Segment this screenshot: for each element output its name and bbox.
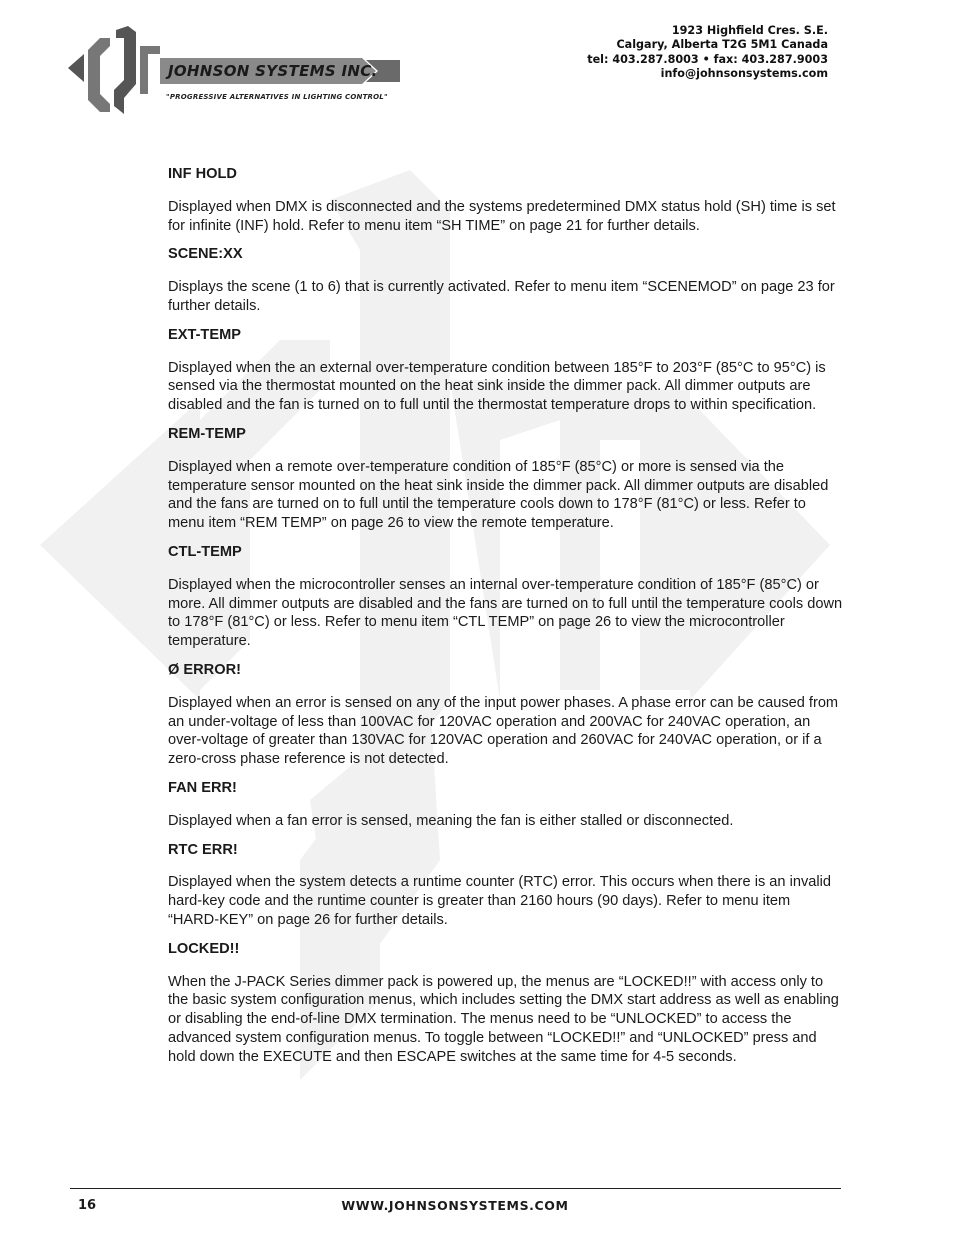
address-email: info@johnsonsystems.com — [660, 66, 828, 80]
page-header — [0, 0, 954, 140]
section-scene — [168, 245, 844, 315]
section-heading: LOCKED!! — [168, 940, 240, 957]
section-heading: Ø ERROR! — [168, 661, 241, 678]
section-rem-temp — [168, 425, 844, 533]
section-phase-error — [168, 661, 844, 769]
section-ext-temp — [168, 326, 844, 415]
section-heading: RTC ERR! — [168, 841, 238, 858]
page-number: 16 — [78, 1198, 97, 1213]
section-body: Displayed when the microcontroller senses an internal over-temperature condition of 185°F (85°C) or more. All dimmer outputs are disabled and the fans are turned on to full until the temperature cools down to 178°F (81°C) or less. Refer to menu item “CTL TEMP” on page 26 to view the microcontroller temperature. — [168, 576, 843, 650]
section-rtc-err — [168, 841, 844, 930]
section-heading: CTL-TEMP — [168, 543, 242, 560]
section-body: When the J-PACK Series dimmer pack is powered up, the menus are “LOCKED!!” with access only to the basic system configuration menus, which includes setting the DMX start address as well as enabling or disabling the end-of-line DMX termination. The menus need to be “UNLOCKED” to access the advanced system configuration menus. To toggle between “LOCKED!!” and “UNLOCKED” press and hold down the EXECUTE and then ESCAPE switches at the same time for 4-5 seconds. — [168, 973, 839, 1065]
section-body: Displayed when DMX is disconnected and the systems predetermined DMX status hold (SH) time is set for infinite (INF) hold. Refer to menu item “SH TIME” on page 21 for further details. — [168, 198, 836, 234]
address-phone-fax: tel: 403.287.8003 • fax: 403.287.9003 — [587, 52, 828, 66]
address-street: 1923 Highfield Cres. S.E. — [671, 24, 828, 37]
company-address — [587, 24, 828, 81]
section-heading: INF HOLD — [168, 166, 237, 182]
section-locked — [168, 940, 844, 1067]
section-body: Displayed when the an external over-temperature condition between 185°F to 203°F (85°C to 95°C) is sensed via the thermostat mounted on the heat sink inside the dimmer pack. All dimmer outputs are disabled and the fan is turned on to full until the thermostat temperature drops to within specification. — [168, 359, 826, 414]
section-heading: FAN ERR! — [168, 779, 237, 796]
section-inf-hold — [168, 165, 844, 235]
section-heading: EXT-TEMP — [168, 326, 241, 343]
section-body: Displayed when a fan error is sensed, meaning the fan is either stalled or disconnected. — [168, 812, 734, 829]
section-ctl-temp — [168, 543, 844, 651]
section-body: Displays the scene (1 to 6) that is currently activated. Refer to menu item “SCENEMOD” on page 23 for further details. — [168, 279, 835, 314]
section-body: Displayed when the system detects a runtime counter (RTC) error. This occurs when there is an invalid hard-key code and the runtime counter is greater than 2160 hours (90 days). Refer to menu item “HARD-KEY” on page 26 for further details. — [168, 874, 831, 928]
footer-divider — [70, 1188, 841, 1189]
section-body: Displayed when a remote over-temperature condition of 185°F (85°C) or more is sensed via the temperature sensor mounted on the heat sink inside the dimmer pack. All dimmer outputs are disabled and the fans are turned on to full until the temperature cools down to 178°F (81°C) or less. Refer to menu item “REM TEMP” on page 26 to view the remote temperature. — [168, 458, 829, 532]
logo-company-name: JOHNSON SYSTEMS INC. — [168, 62, 378, 80]
section-heading: SCENE:XX — [168, 246, 243, 263]
document-body — [168, 165, 844, 1076]
address-city: Calgary, Alberta T2G 5M1 Canada — [616, 38, 828, 52]
logo-tagline: "PROGRESSIVE ALTERNATIVES IN LIGHTING CONTROL" — [166, 93, 388, 101]
section-heading: REM-TEMP — [168, 425, 246, 442]
section-fan-err — [168, 779, 844, 831]
section-body: Displayed when an error is sensed on any of the input power phases. A phase error can be caused from an under-voltage of less than 100VAC for 120VAC operation and 200VAC for 240VAC operation, an over-voltage of greater than 130VAC for 120VAC operation and 260VAC for 240VAC operation, or if a zero-cross phase reference is not detected. — [168, 694, 839, 768]
footer-website-link[interactable]: WWW.JOHNSONSYSTEMS.COM — [341, 1198, 569, 1213]
